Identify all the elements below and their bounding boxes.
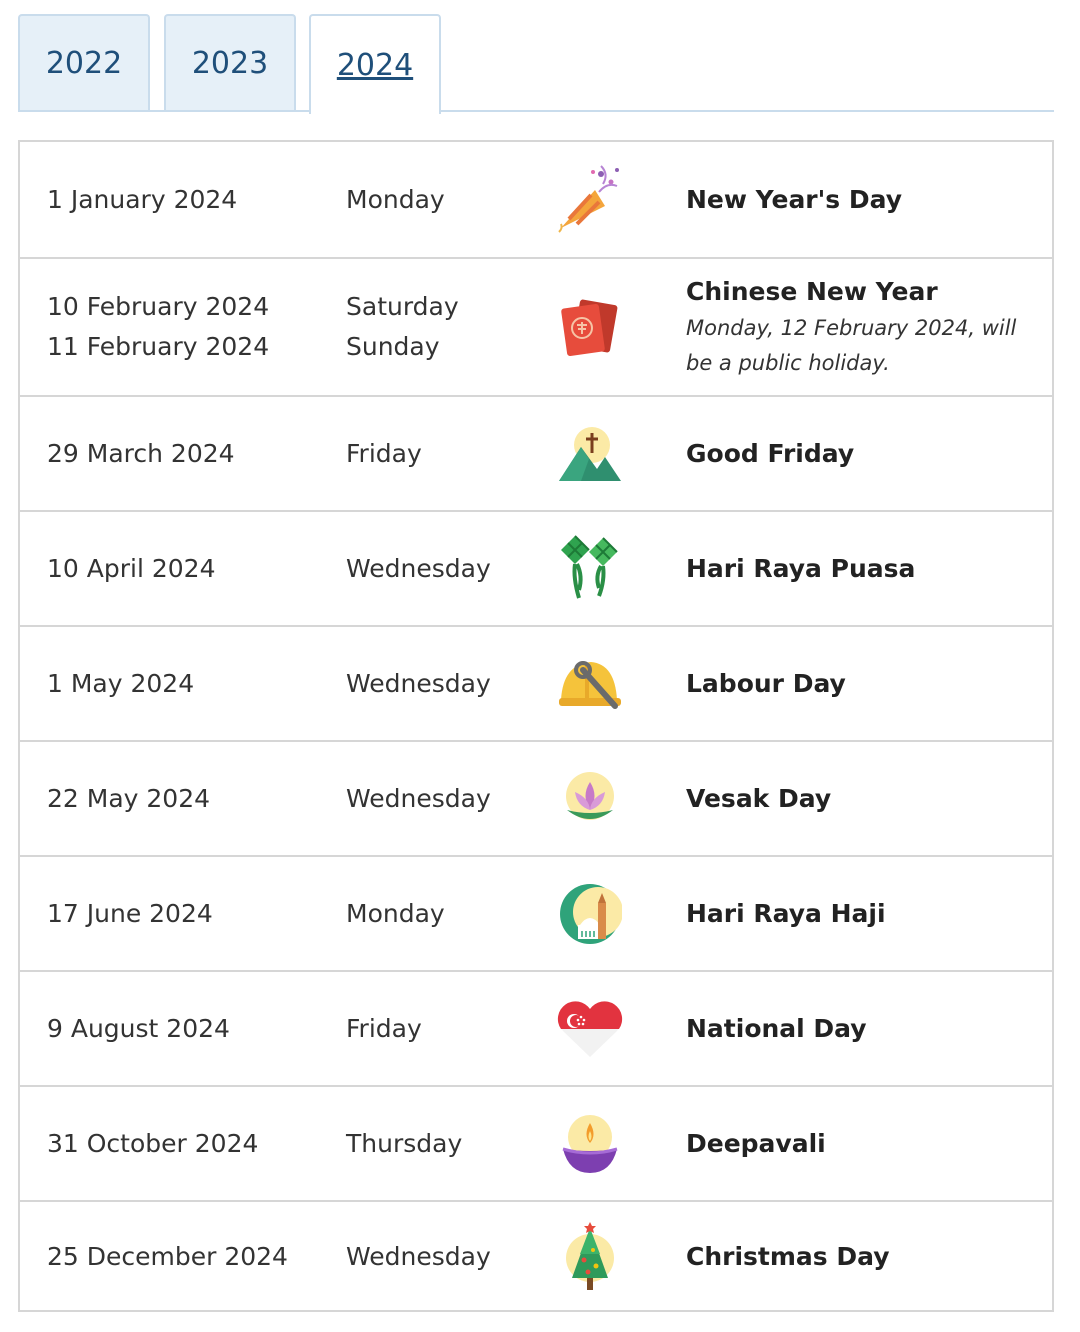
table-row xyxy=(20,142,1052,257)
date-cell: 10 April 2024 xyxy=(47,553,216,583)
date-cell: 1 January 2024 xyxy=(47,184,238,214)
day-cell: Monday xyxy=(346,184,445,214)
holiday-name: Labour Day xyxy=(686,668,846,698)
table-row xyxy=(20,740,1052,855)
table-row xyxy=(20,1085,1052,1200)
ketupat-icon xyxy=(550,512,630,625)
holiday-name-cell xyxy=(686,512,1046,625)
table-row xyxy=(20,395,1052,510)
holiday-name: Hari Raya Haji xyxy=(686,898,886,928)
holiday-name-cell xyxy=(686,397,1046,510)
holiday-name-cell xyxy=(686,259,1046,395)
date-cell: 22 May 2024 xyxy=(47,783,211,813)
holiday-name: Hari Raya Puasa xyxy=(686,553,916,583)
diya-lamp-icon xyxy=(550,1087,630,1200)
tab-2024[interactable]: 2024 xyxy=(309,14,441,114)
holiday-name-cell xyxy=(686,142,1046,257)
holiday-name: Chinese New Year xyxy=(686,276,938,306)
date-cell: 17 June 2024 xyxy=(47,898,213,928)
red-packet-icon xyxy=(550,259,630,395)
day-cell: Wednesday xyxy=(346,668,491,698)
holiday-table xyxy=(18,140,1054,1312)
year-tabs xyxy=(18,14,1054,114)
tab-2023[interactable]: 2023 xyxy=(164,14,296,110)
holiday-name: Deepavali xyxy=(686,1128,826,1158)
table-row xyxy=(20,1200,1052,1312)
holiday-name-cell xyxy=(686,857,1046,970)
holiday-name-cell xyxy=(686,742,1046,855)
cross-mountain-icon xyxy=(550,397,630,510)
day-cell: Wednesday xyxy=(346,553,491,583)
holiday-name-cell xyxy=(686,972,1046,1085)
holiday-name: National Day xyxy=(686,1013,867,1043)
date-cell: 1 May 2024 xyxy=(47,668,195,698)
lotus-icon xyxy=(550,742,630,855)
christmas-tree-icon xyxy=(550,1202,630,1312)
table-row xyxy=(20,970,1052,1085)
tab-divider xyxy=(18,110,1054,112)
tab-2022[interactable]: 2022 xyxy=(18,14,150,110)
holiday-name-cell xyxy=(686,1087,1046,1200)
table-row xyxy=(20,257,1052,395)
date-cell: 25 December 2024 xyxy=(47,1242,288,1271)
date-cell: 29 March 2024 xyxy=(47,438,235,468)
day-cell: Friday xyxy=(346,1013,422,1043)
date-cell: 9 August 2024 xyxy=(47,1013,230,1043)
table-row xyxy=(20,855,1052,970)
holiday-name: Christmas Day xyxy=(686,1242,890,1271)
mosque-crescent-icon xyxy=(550,857,630,970)
holiday-name-cell xyxy=(686,1202,1046,1312)
table-row xyxy=(20,510,1052,625)
day-cell: Wednesday xyxy=(346,1242,491,1271)
table-row xyxy=(20,625,1052,740)
singapore-heart-icon xyxy=(550,972,630,1085)
date-cell: 10 February 2024 11 February 2024 xyxy=(47,292,270,361)
day-cell: Saturday Sunday xyxy=(346,292,459,361)
holiday-name: Good Friday xyxy=(686,438,855,468)
party-popper-icon xyxy=(550,142,630,257)
day-cell: Thursday xyxy=(346,1128,463,1158)
day-cell: Monday xyxy=(346,898,445,928)
holiday-name-cell xyxy=(686,627,1046,740)
holiday-name: New Year's Day xyxy=(686,184,903,214)
holiday-note: Monday, 12 February 2024, will be a public holiday. xyxy=(686,315,1017,375)
day-cell: Wednesday xyxy=(346,783,491,813)
hardhat-wrench-icon xyxy=(550,627,630,740)
day-cell: Friday xyxy=(346,438,422,468)
holiday-name: Vesak Day xyxy=(686,783,832,813)
date-cell: 31 October 2024 xyxy=(47,1128,259,1158)
